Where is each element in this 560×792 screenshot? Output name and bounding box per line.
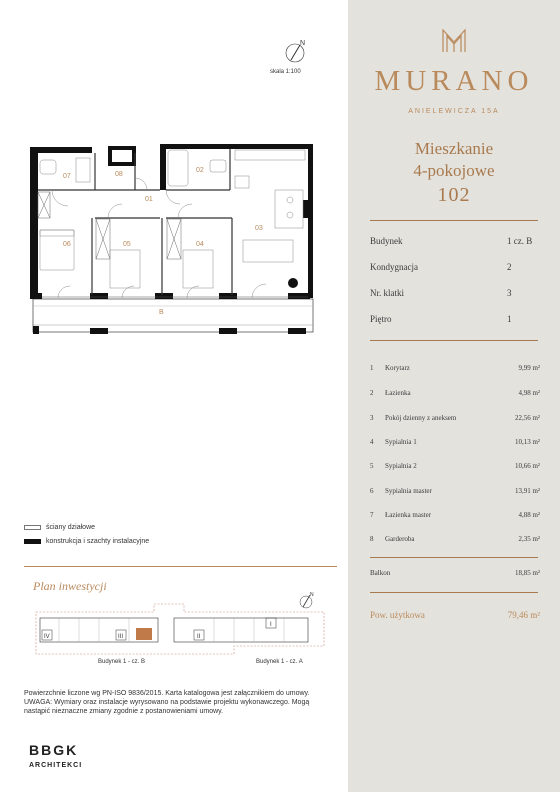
room-name: Łazienka master [385,511,432,519]
info-label: Piętro [370,314,392,324]
room-number: 6 [370,487,374,495]
info-panel [348,0,560,792]
room-area: 2,35 m² [518,535,540,543]
investment-divider [24,566,337,567]
balcony-row [370,569,538,577]
apartment-title [348,138,560,182]
room-label-06: 06 [63,241,71,248]
murano-logo-icon [441,28,467,54]
info-value: 2 [507,262,512,272]
room-number: 8 [370,535,374,543]
balcony-label: Balkon [370,569,391,577]
info-value: 3 [507,288,512,298]
apartment-title-line1: Mieszkanie [414,139,494,158]
stair-label-iii: III [118,634,124,640]
investment-title: Plan inwestycji [33,579,107,593]
apartment-title-line2: 4-pokojowe [413,161,495,180]
room-name: Pokój dzienny z aneksem [385,414,457,422]
room-name: Korytarz [385,364,410,372]
info-label: Kondygnacja [370,262,418,272]
room-label-balcony: B [159,309,164,316]
room-number: 3 [370,414,374,422]
architect-subtitle: ARCHITEKCI [29,762,83,769]
compass-n-label: N [300,40,306,47]
brand-name: MURANO [374,65,534,97]
divider-rooms [370,557,538,558]
scale-label: skala 1:100 [270,69,301,75]
room-name: Sypialnia 1 [385,438,417,446]
room-name: Garderoba [385,535,415,543]
legend-structure-label: konstrukcja i szachty instalacyjne [46,538,150,545]
room-label-03: 03 [255,225,263,232]
room-number: 4 [370,438,374,446]
info-label: Budynek [370,236,403,246]
usable-area-value: 79,46 m² [507,610,540,620]
map-compass-n: N [310,592,314,598]
brand-address: ANIELEWICZA 15A [408,108,500,115]
room-label-04: 04 [196,241,204,248]
building-b-label: Budynek 1 - cz. B [98,659,146,665]
room-area: 10,13 m² [514,438,540,446]
divider-mid [370,340,538,341]
room-name: Sypialnia master [385,487,432,495]
room-number: 5 [370,462,374,470]
room-area: 10,66 m² [514,462,540,470]
info-label: Nr. klatki [370,288,404,298]
info-value: 1 cz. B [507,236,533,246]
room-name: Sypialnia 2 [385,462,417,470]
building-a-label: Budynek 1 - cz. A [256,659,303,665]
architect-logo: BBGK [29,742,79,758]
balcony-area: 18,85 m² [514,569,540,577]
room-area: 9,99 m² [518,364,540,372]
legend-structure-swatch [24,539,41,544]
divider-top [370,220,538,221]
room-number: 7 [370,511,374,519]
room-name: Łazienka [385,389,411,397]
info-value: 1 [507,314,512,324]
room-label-07: 07 [63,173,71,180]
room-label-05: 05 [123,241,131,248]
stair-label-ii: II [197,634,201,640]
usable-area-row [370,610,538,620]
investment-plan-map [24,590,334,670]
legend-walls-swatch [24,525,41,530]
legend-walls-label: ściany działowe [46,524,96,531]
room-label-02: 02 [196,167,204,174]
divider-bottom [370,592,538,593]
room-area: 4,88 m² [518,511,540,519]
stair-label-iv: IV [44,634,50,640]
floor-plan [0,0,340,345]
room-number: 2 [370,389,374,397]
room-area: 13,91 m² [514,487,540,495]
room-label-08: 08 [115,171,123,178]
stair-label-i: I [270,622,272,628]
usable-area-label: Pow. użytkowa [370,610,425,620]
room-area: 4,98 m² [518,389,540,397]
room-area: 22,56 m² [514,414,540,422]
room-number: 1 [370,364,374,372]
disclaimer-note: Powierzchnie liczone wg PN-ISO 9836/2015. Karta katalogowa jest załącznikiem do umowy. UWAGA: Wymiary oraz instalacje wyrysowano na podstawie projektu wykonawczego. Mogą nastąpić nieznaczne zmiany zgodnie z postanowieniami umowy. [24,690,310,715]
room-label-01: 01 [145,196,153,203]
apartment-number: 102 [437,184,471,206]
